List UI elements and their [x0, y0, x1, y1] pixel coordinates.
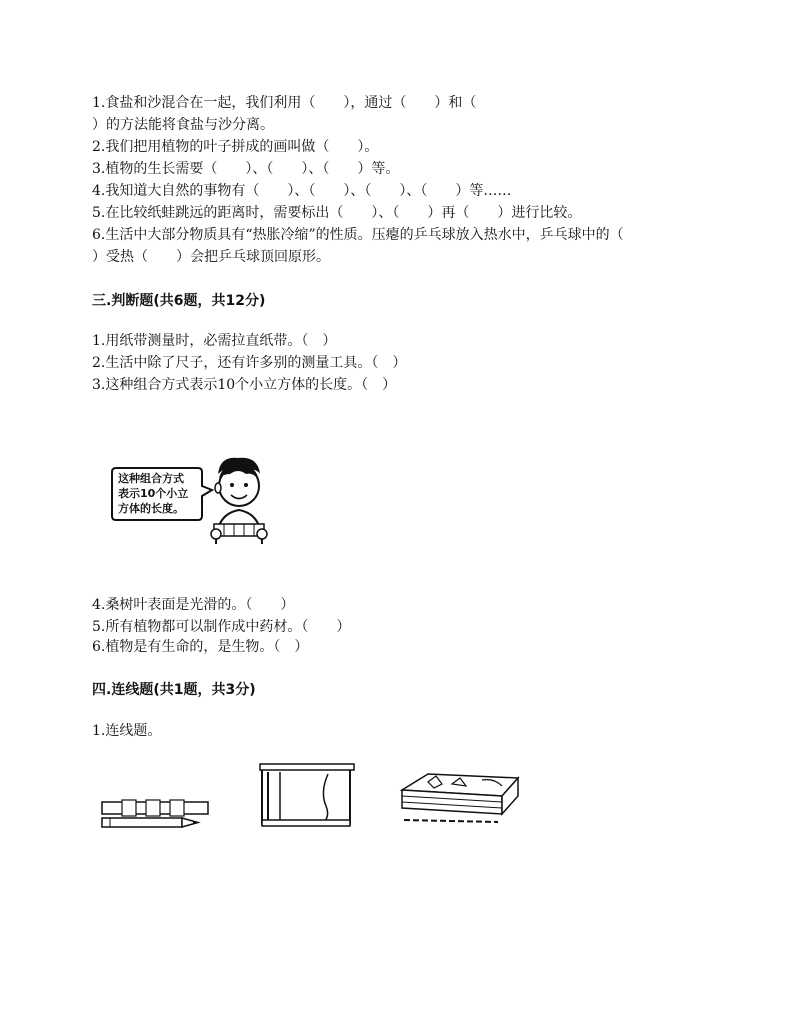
- question-fill-5: 5.在比较纸蛙跳远的距离时，需要标出（ ）、（ ）再（ ）进行比较。: [92, 205, 582, 221]
- question-fill-1-line2: ）的方法能将食盐与沙分离。: [92, 117, 274, 133]
- question-judge-6: 6.植物是有生命的，是生物。（ ）: [92, 639, 309, 655]
- question-judge-3: 3.这种组合方式表示10个小立方体的长度。（ ）: [92, 377, 397, 393]
- bubble-line-2: 表示10个小立: [118, 487, 189, 500]
- section-heading-matching: 四.连线题(共1题，共3分): [92, 682, 256, 698]
- specimen-box-illustration: [398, 770, 522, 828]
- question-judge-4: 4.桑树叶表面是光滑的。（ ）: [92, 597, 295, 613]
- question-judge-5: 5.所有植物都可以制作成中药材。（ ）: [92, 619, 351, 635]
- question-fill-2: 2.我们把用植物的叶子拼成的画叫做（ ）。: [92, 139, 379, 155]
- question-fill-1-line1: 1.食盐和沙混合在一起，我们利用（ ），通过（ ）和（: [92, 95, 477, 111]
- boy-with-cubes-illustration: [108, 452, 278, 552]
- pencil-and-strip-illustration: [100, 798, 212, 832]
- question-judge-1: 1.用纸带测量时，必需拉直纸带。（ ）: [92, 333, 337, 349]
- question-match-1: 1.连线题。: [92, 723, 162, 739]
- question-fill-3: 3.植物的生长需要（ ）、（ ）、（ ）等。: [92, 161, 400, 177]
- framed-board-illustration: [258, 762, 356, 828]
- question-judge-2: 2.生活中除了尺子，还有许多别的测量工具。（ ）: [92, 355, 407, 371]
- section-heading-judgement: 三.判断题(共6题，共12分): [92, 293, 266, 309]
- question-fill-6-line2: ）受热（ ）会把乒乓球顶回原形。: [92, 249, 330, 265]
- bubble-line-1: 这种组合方式: [118, 472, 184, 485]
- question-fill-4: 4.我知道大自然的事物有（ ）、（ ）、（ ）、（ ）等……: [92, 183, 512, 199]
- bubble-line-3: 方体的长度。: [118, 502, 184, 515]
- question-fill-6-line1: 6.生活中大部分物质具有“热胀冷缩”的性质。压瘪的乒乓球放入热水中，乒乓球中的（: [92, 227, 624, 243]
